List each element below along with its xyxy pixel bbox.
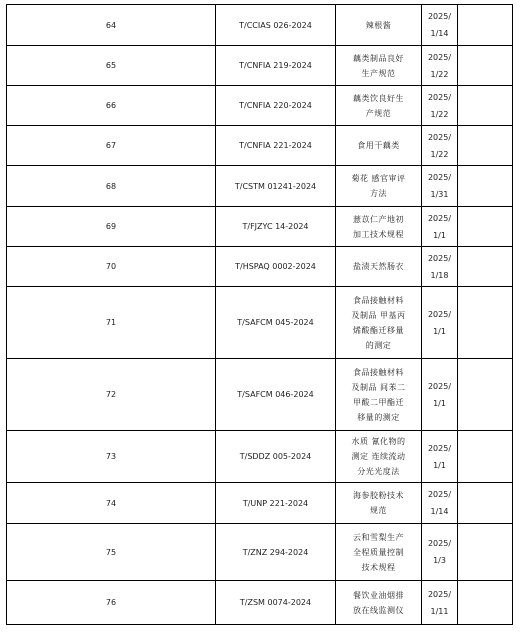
standard-code: T/SAFCM 046-2024	[216, 359, 336, 431]
table-row	[7, 431, 513, 483]
blank-cell	[458, 359, 513, 431]
row-number: 76	[7, 581, 216, 625]
implementation-date: 2025/ 1/22	[422, 46, 458, 86]
row-number: 74	[7, 483, 216, 524]
standard-name: 藕类制品良好 生产规范	[336, 46, 422, 86]
implementation-date: 2025/ 1/22	[422, 86, 458, 126]
row-number: 75	[7, 524, 216, 581]
standard-name: 菊花 感官审评 方法	[336, 166, 422, 207]
table-row	[7, 86, 513, 126]
standard-code: T/ZSM 0074-2024	[216, 581, 336, 625]
standard-name: 食用干藕类	[336, 126, 422, 166]
blank-cell	[458, 126, 513, 166]
implementation-date: 2025/ 1/18	[422, 247, 458, 287]
standard-name: 食品接触材料 及制品 间苯二 甲酸二甲酯迁 移量的测定	[336, 359, 422, 431]
standard-name: 薏苡仁产地初 加工技术规程	[336, 207, 422, 247]
standard-name: 盐渍天然肠衣	[336, 247, 422, 287]
implementation-date: 2025/ 1/14	[422, 5, 458, 46]
standard-code: T/CSTM 01241-2024	[216, 166, 336, 207]
standard-name: 辣根酱	[336, 5, 422, 46]
blank-cell	[458, 46, 513, 86]
implementation-date: 2025/ 1/11	[422, 581, 458, 625]
table-row	[7, 126, 513, 166]
table-row	[7, 524, 513, 581]
table-row	[7, 166, 513, 207]
row-number: 64	[7, 5, 216, 46]
blank-cell	[458, 287, 513, 359]
table-row	[7, 5, 513, 46]
blank-cell	[458, 86, 513, 126]
row-number: 71	[7, 287, 216, 359]
standard-code: T/SDDZ 005-2024	[216, 431, 336, 483]
standard-code: T/CNFIA 221-2024	[216, 126, 336, 166]
implementation-date: 2025/ 1/1	[422, 431, 458, 483]
table-row	[7, 247, 513, 287]
blank-cell	[458, 166, 513, 207]
blank-cell	[458, 247, 513, 287]
standard-code: T/ZNZ 294-2024	[216, 524, 336, 581]
table-row	[7, 359, 513, 431]
standard-name: 藕类饮良好生 产规范	[336, 86, 422, 126]
standards-table-body	[7, 5, 513, 625]
standard-code: T/CCIAS 026-2024	[216, 5, 336, 46]
standard-code: T/FJZYC 14-2024	[216, 207, 336, 247]
implementation-date: 2025/ 1/14	[422, 483, 458, 524]
standards-table	[6, 4, 513, 625]
row-number: 65	[7, 46, 216, 86]
table-row	[7, 287, 513, 359]
row-number: 68	[7, 166, 216, 207]
implementation-date: 2025/ 1/31	[422, 166, 458, 207]
standard-code: T/CNFIA 219-2024	[216, 46, 336, 86]
standard-code: T/SAFCM 045-2024	[216, 287, 336, 359]
blank-cell	[458, 5, 513, 46]
implementation-date: 2025/ 1/3	[422, 524, 458, 581]
standard-name: 食品接触材料 及制品 甲基丙 烯酸酯迁移量 的测定	[336, 287, 422, 359]
row-number: 67	[7, 126, 216, 166]
row-number: 73	[7, 431, 216, 483]
standard-name: 餐饮业油烟排 放在线监测仪	[336, 581, 422, 625]
implementation-date: 2025/ 1/1	[422, 359, 458, 431]
table-row	[7, 581, 513, 625]
row-number: 69	[7, 207, 216, 247]
standard-name: 云和雪梨生产 全程质量控制 技术规程	[336, 524, 422, 581]
blank-cell	[458, 207, 513, 247]
row-number: 66	[7, 86, 216, 126]
row-number: 72	[7, 359, 216, 431]
implementation-date: 2025/ 1/1	[422, 287, 458, 359]
blank-cell	[458, 431, 513, 483]
standard-code: T/HSPAQ 0002-2024	[216, 247, 336, 287]
table-row	[7, 46, 513, 86]
blank-cell	[458, 581, 513, 625]
table-row	[7, 483, 513, 524]
table-row	[7, 207, 513, 247]
standard-name: 海参胶粉技术 规范	[336, 483, 422, 524]
blank-cell	[458, 483, 513, 524]
standard-code: T/UNP 221-2024	[216, 483, 336, 524]
row-number: 70	[7, 247, 216, 287]
implementation-date: 2025/ 1/1	[422, 207, 458, 247]
standard-code: T/CNFIA 220-2024	[216, 86, 336, 126]
implementation-date: 2025/ 1/22	[422, 126, 458, 166]
standard-name: 水质 氰化物的 测定 连续流动 分光光度法	[336, 431, 422, 483]
blank-cell	[458, 524, 513, 581]
